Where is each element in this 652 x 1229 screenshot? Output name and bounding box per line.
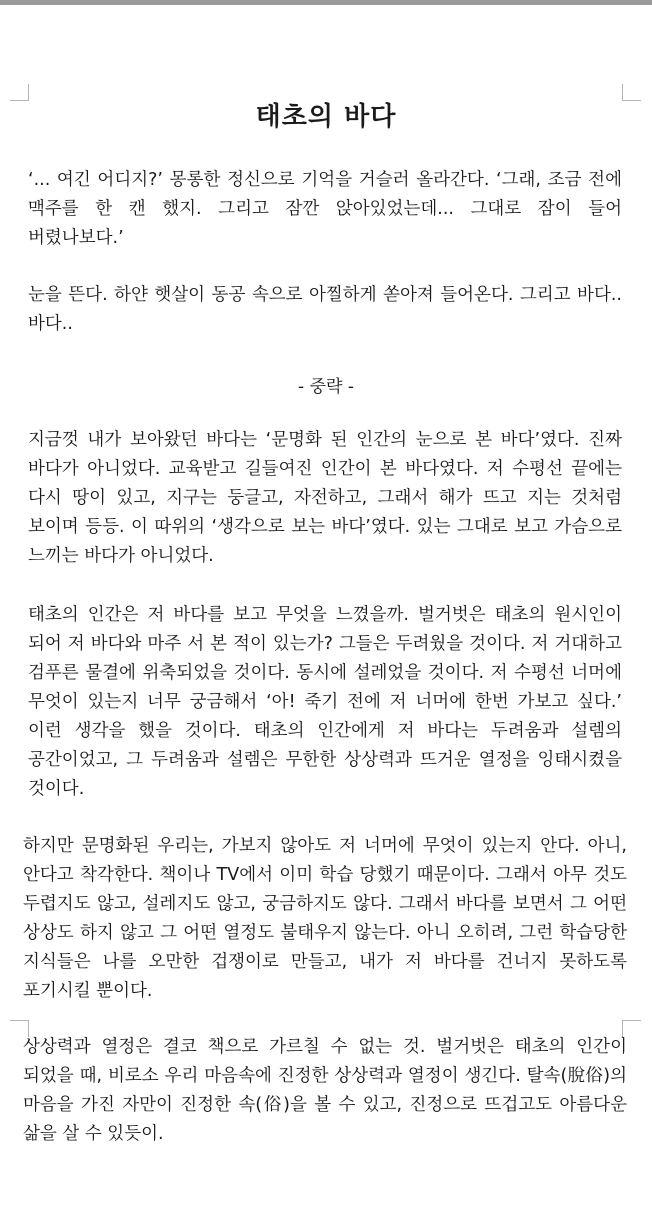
document-title: 태초의 바다 xyxy=(255,102,397,132)
omission-separator: - 중략 - xyxy=(298,377,354,397)
window-top-border xyxy=(0,0,652,5)
paragraph-4: 태초의 인간은 저 바다를 보고 무엇을 느꼈을까. 벌거벗은 태초의 원시인이 되어 저 바다와 마주 서 본 적이 있는가? 그들은 두려웠을 것이다. 저 거대하고 검푸른 물결에 위축되었을 것이다. 동시에 설레었을 것이다. 저 수평선 너머에 무엇이 있는지 너무 궁금해서 ‘아! 죽기 전에 저 너머에 한번 가보고 싶다.’ 이런 생각을 했을 것이다. 태초의 인간에게 저 바다는 두려움과 설렘의 공간이었고, 그 두려움과 설렘은 무한한 상상력과 뜨거운 열정을 잉태시켰을 것이다. xyxy=(28,605,622,799)
paragraph-2: 눈을 뜬다. 하얀 햇살이 동공 속으로 아찔하게 쏟아져 들어온다. 그리고 바다.. 바다.. xyxy=(28,285,622,334)
paragraph-3: 지금껏 내가 보아왔던 바다는 ‘문명화 된 인간의 눈으로 본 바다’였다. 진짜 바다가 아니었다. 교육받고 길들여진 인간이 본 바다였다. 저 수평선 끝에는 다시 땅이 있고, 지구는 둥글고, 자전하고, 그래서 해가 뜨고 지는 것처럼 보이며 등등. 이 따위의 ‘생각으로 보는 바다’였다. 있는 그대로 보고 가슴으로 느끼는 바다가 아니었다. xyxy=(28,430,622,566)
paragraph-6: 상상력과 열정은 결코 책으로 가르칠 수 없는 것. 벌거벗은 태초의 인간이 되었을 때, 비로소 우리 마음속에 진정한 상상력과 열정이 생긴다. 탈속(脫俗)의 마음을 가진 자만이 진정한 속(俗)을 볼 수 있고, 진정으로 뜨겁고도 아름다운 삶을 살 수 있듯이. xyxy=(23,1037,627,1144)
paragraph-1: ‘... 여긴 어디지?’ 몽롱한 정신으로 기억을 거슬러 올라간다. ‘그래, 조금 전에 맥주를 한 캔 했지. 그리고 잠깐 앉아있었는데... 그대로 잠이 들어 버렸나보다.’ xyxy=(28,170,622,248)
paragraph-5: 하지만 문명화된 우리는, 가보지 않아도 저 너머에 무엇이 있는지 안다. 아니, 안다고 착각한다. 책이나 TV에서 이미 학습 당했기 때문이다. 그래서 아무 것도 두렵지도 않고, 설레지도 않고, 궁금하지도 않다. 그래서 바다를 보면서 그 어떤 상상도 하지 않고 그 어떤 열정도 불태우지 않는다. 아니 오히려, 그런 학습당한 지식들은 나를 오만한 겁쟁이로 만들고, 내가 저 바다를 건너지 못하도록 포기시킬 뿐이다. xyxy=(23,836,627,1001)
